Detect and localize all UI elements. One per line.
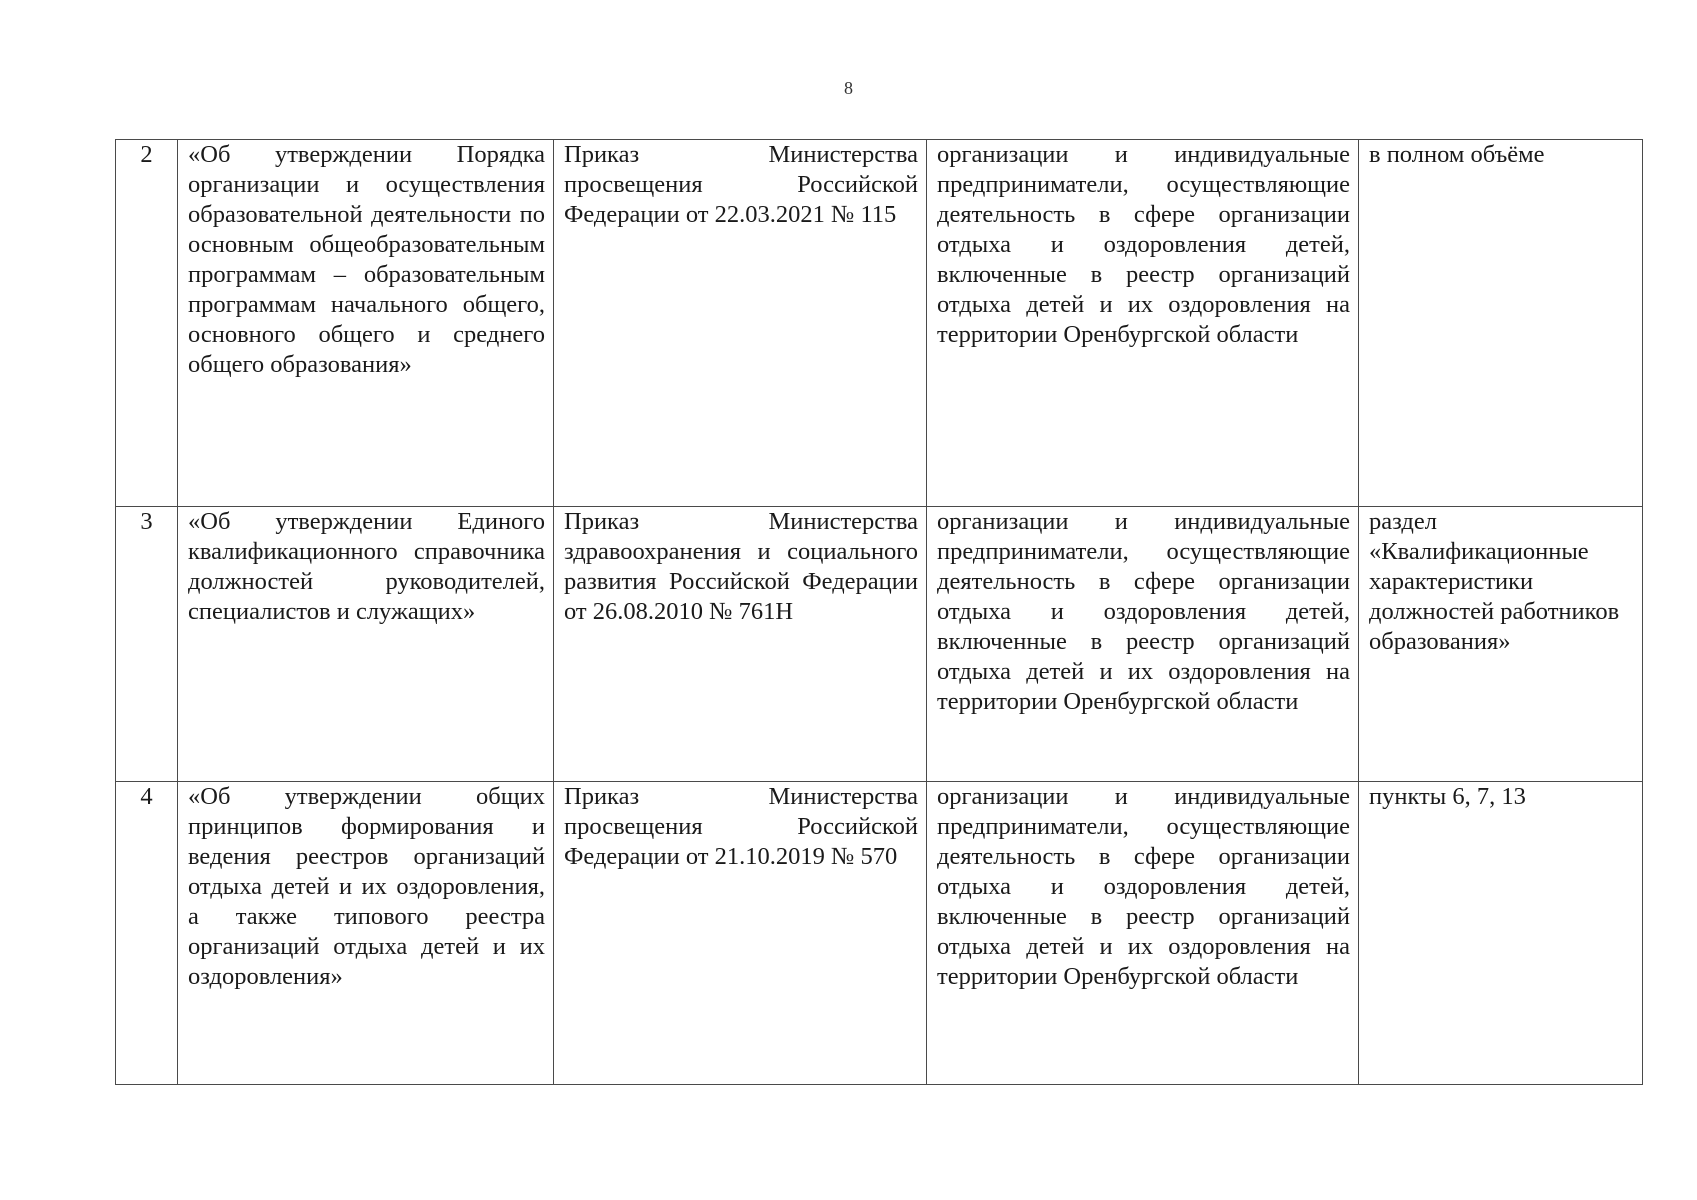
act-details: Приказ Министерства здравоохранения и социального развития Российской Федерации от 26.08.2010 № 761Н	[564, 508, 918, 625]
act-title: «Об утверждении Единого квалификационного справочника должностей руководителей, специалистов и служащих»	[188, 508, 545, 625]
act-details-cell	[554, 140, 927, 507]
subjects-text: организации и индивидуальные предприниматели, осуществляющие деятельность в сфере организации отдыха и оздоровления детей, включенные в реестр организаций отдыха детей и их оздоровления на территории Оренбургской области	[937, 783, 1350, 990]
scope-text: раздел «Квалификационные характеристики должностей работников образования»	[1369, 508, 1620, 655]
table-row	[116, 140, 1643, 507]
subjects-cell	[927, 782, 1359, 1085]
row-number-cell	[116, 507, 178, 782]
subjects-text: организации и индивидуальные предприниматели, осуществляющие деятельность в сфере организации отдыха и оздоровления детей, включенные в реестр организаций отдыха детей и их оздоровления на территории Оренбургской области	[937, 508, 1350, 715]
subjects-cell	[927, 140, 1359, 507]
legal-acts-table	[115, 139, 1643, 1085]
act-title-cell	[178, 140, 554, 507]
table-row	[116, 782, 1643, 1085]
row-number-cell	[116, 140, 178, 507]
act-details: Приказ Министерства просвещения Российской Федерации от 22.03.2021 № 115	[564, 141, 918, 228]
scope-cell	[1359, 507, 1643, 782]
subjects-cell	[927, 507, 1359, 782]
act-details: Приказ Министерства просвещения Российской Федерации от 21.10.2019 № 570	[564, 783, 918, 870]
act-details-cell	[554, 782, 927, 1085]
scope-text: пункты 6, 7, 13	[1369, 783, 1526, 810]
scope-cell	[1359, 140, 1643, 507]
row-number-cell	[116, 782, 178, 1085]
act-title: «Об утверждении Порядка организации и осуществления образовательной деятельности по основным общеобразовательным программам – образовательным программам начального общего, основного общего и среднего общего образования»	[188, 141, 545, 378]
act-title-cell	[178, 507, 554, 782]
row-number: 2	[140, 141, 153, 168]
act-details-cell	[554, 507, 927, 782]
subjects-text: организации и индивидуальные предприниматели, осуществляющие деятельность в сфере организации отдыха и оздоровления детей, включенные в реестр организаций отдыха детей и их оздоровления на территории Оренбургской области	[937, 141, 1350, 348]
table-row	[116, 507, 1643, 782]
act-title: «Об утверждении общих принципов формирования и ведения реестров организаций отдыха детей и их оздоровления, а также типового реестра организаций отдыха детей и их оздоровления»	[188, 783, 545, 990]
scope-text: в полном объёме	[1369, 141, 1545, 168]
row-number: 3	[140, 508, 153, 535]
page-number: 8	[844, 78, 853, 98]
act-title-cell	[178, 782, 554, 1085]
scope-cell	[1359, 782, 1643, 1085]
row-number: 4	[140, 783, 153, 810]
